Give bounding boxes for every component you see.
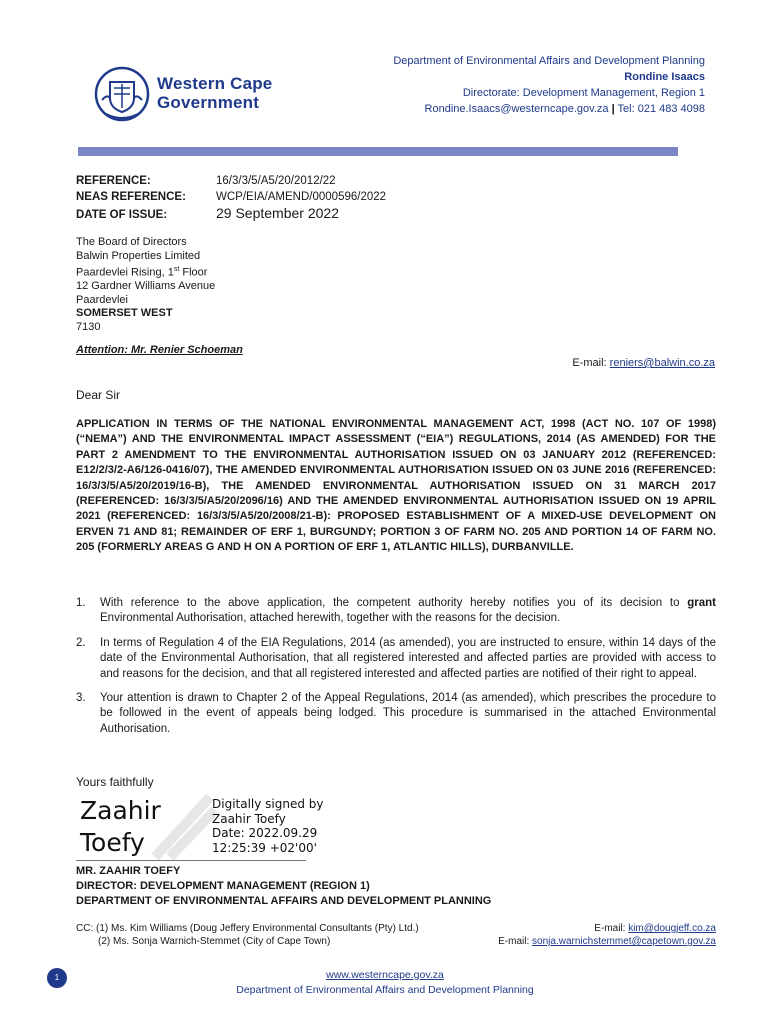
address-line: Paardevlei Rising, 1st Floor (76, 266, 208, 279)
recipient-email: E-mail: reniers@balwin.co.za (572, 357, 715, 369)
cc-recipient-1: CC: (1) Ms. Kim Williams (Doug Jeffery Environmental Consultants (Pty) Ltd.) (76, 923, 419, 934)
date-of-issue-label: DATE OF ISSUE: (76, 209, 168, 221)
address-line: SOMERSET WEST (76, 307, 173, 320)
digital-signature-info: Digitally signed by Zaahir Toefy Date: 2022.09.29 12:25:39 +02'00' (212, 797, 324, 855)
header-email[interactable]: Rondine.Isaacs@westerncape.gov.za (424, 103, 609, 115)
footer (0, 968, 770, 998)
reference-label: REFERENCE: (76, 175, 151, 187)
footer-website-link[interactable]: www.westerncape.gov.za (326, 969, 444, 981)
neas-reference-value: WCP/EIA/AMEND/0000596/2022 (216, 191, 387, 203)
recipient-address (76, 236, 215, 334)
signer-block (76, 864, 491, 909)
signer-name: MR. ZAAHIR TOEFY (76, 865, 181, 877)
list-item: 2. In terms of Regulation 4 of the EIA Regulations, 2014 (as amended), you are instructed to ensure, within 14 days of the date of the Environmental Authorisation, that all registered interested and affected parties are provided with access to and reasons for the decision, and that all registered interested and affected parties are notified of their right to appeal. (76, 636, 716, 680)
page-number-badge: 1 (47, 968, 67, 988)
header-contact (393, 53, 705, 117)
cc-email-2: E-mail: sonja.warnichstemmet@capetown.gov.za (498, 936, 716, 947)
list-item: 3. Your attention is drawn to Chapter 2 of the Appeal Regulations, 2014 (as amended), which prescribes the procedure to be followed in the event of appeals being lodged. This procedure is summarised in the attached Environmental Authorisation. (76, 692, 716, 735)
header-tel: Tel: 021 483 4098 (617, 103, 705, 115)
recipient-email-link[interactable]: reniers@balwin.co.za (609, 357, 715, 369)
list-item: 1. With reference to the above application, the competent authority hereby notifies you of its decision to grant Environmental Authorisation, attached herewith, together with the reasons for the decision. (76, 597, 716, 625)
address-line: Balwin Properties Limited (76, 249, 201, 262)
header-email-tel (393, 101, 705, 117)
subject-heading: APPLICATION IN TERMS OF THE NATIONAL ENVIRONMENTAL MANAGEMENT ACT, 1998 (ACT NO. 107 OF 1998) (“NEMA”) AND THE ENVIRONMENTAL IMPACT ASSESSMENT (“EIA”) REGULATIONS, 2014 (AS AMENDED) FOR THE PART 2 AMENDMENT TO THE ENVIRONMENTAL AUTHORISATION ISSUED ON 03 JANUARY 2012 (REFERENCED: E12/2/3/2-A6/126-0416/07), THE AMENDED ENVIRONMENTAL AUTHORISATION ISSUED ON 03 JUNE 2016 (REFERENCED: 16/3/3/5/A5/20/2019/16-B), THE AMENDED ENVIRONMENTAL AUTHORISATION ISSUED ON 31 MARCH 2017 (REFERENCED: 16/3/3/5/A5/20/2096/16) AND THE AMENDED ENVIRONMENTAL AUTHORISATION ISSUED ON 19 APRIL 2021 (REFERENCED: 16/3/3/5/A5/20/2008/21-B): PROPOSED ESTABLISHMENT OF A MIXED-USE DEVELOPMENT ON ERVEN 71 AND 81; REMAINDER OF ERF 1, BURGUNDY; PORTION 3 OF FARM NO. 205 AND PORTION 14 OF FARM NO. 205 (FORMERLY AREAS G AND H ON A PORTION OF ERF 1, ATLANTIC HILLS), DURBANVILLE. (76, 418, 716, 554)
cc-email-link-1[interactable]: kim@dougjeff.co.za (628, 923, 716, 934)
reference-value: 16/3/3/5/A5/20/2012/22 (216, 175, 336, 187)
header-department: Department of Environmental Affairs and Development Planning (393, 55, 705, 67)
address-line: Paardevlei (76, 293, 128, 306)
cc-email-link-2[interactable]: sonja.warnichstemmet@capetown.gov.za (532, 936, 716, 947)
signature-name: Zaahir Toefy (80, 796, 161, 857)
reference-block (76, 173, 386, 223)
logo-line-2: Government (157, 93, 260, 112)
salutation: Dear Sir (76, 388, 121, 402)
address-line: 7130 (76, 320, 101, 333)
header-directorate: Directorate: Development Management, Region 1 (462, 87, 705, 99)
logo-text (157, 74, 272, 112)
coat-of-arms-icon (92, 64, 154, 124)
cc-recipient-2: (2) Ms. Sonja Warnich-Stemmet (City of Cape Town) (98, 936, 331, 947)
header-separator: | (611, 103, 615, 115)
footer-department: Department of Environmental Affairs and Development Planning (236, 984, 534, 996)
numbered-items (76, 596, 716, 746)
signer-department: DEPARTMENT OF ENVIRONMENTAL AFFAIRS AND DEVELOPMENT PLANNING (76, 895, 492, 907)
neas-reference-label: NEAS REFERENCE: (76, 191, 186, 203)
attention-line: Attention: Mr. Renier Schoeman (76, 344, 243, 356)
signature-divider (76, 860, 306, 861)
address-line: The Board of Directors (76, 236, 187, 248)
signer-title: DIRECTOR: DEVELOPMENT MANAGEMENT (REGION 1) (76, 880, 370, 892)
address-line: 12 Gardner Williams Avenue (76, 280, 216, 293)
header-rule (78, 147, 678, 156)
date-of-issue-value: 29 September 2022 (216, 205, 339, 221)
header-contact-name: Rondine Isaacs (624, 71, 705, 83)
cc-email-1: E-mail: kim@dougjeff.co.za (594, 923, 716, 934)
cc-block (76, 922, 716, 948)
logo-line-1: Western Cape (157, 74, 273, 93)
closing: Yours faithfully (76, 775, 154, 789)
